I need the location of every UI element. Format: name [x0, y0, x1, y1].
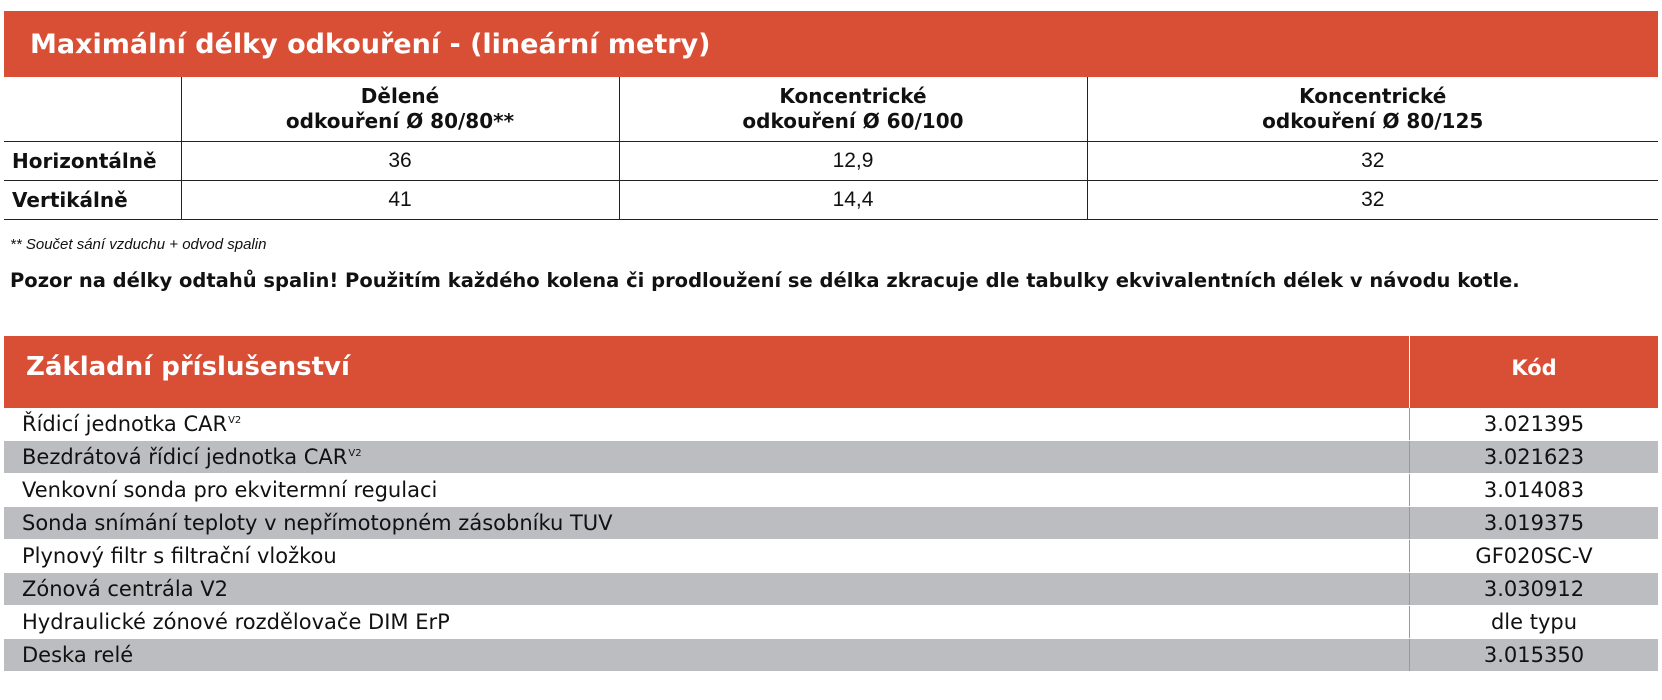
table-row: [4, 474, 1658, 507]
flue-table-title-text: Maximální délky odkouření - (lineární metry): [30, 28, 711, 60]
table-cell: 12,9: [619, 142, 1087, 181]
flue-table-header-row: [4, 77, 1658, 142]
accessory-name: Sonda snímání teploty v nepřímotopném zásobníku TUV: [4, 507, 1410, 539]
row-label: Vertikálně: [4, 181, 181, 220]
flue-table-corner-cell: [4, 77, 181, 142]
accessory-code: 3.014083: [1483, 478, 1585, 502]
warning-text: Pozor na délky odtahů spalin! Použitím každého kolena či prodloužení se délka zkracuje dle tabulky ekvivalentních délek v návodu kotle.: [10, 269, 1520, 292]
table-row: [4, 606, 1658, 639]
table-row: [4, 639, 1658, 672]
table-row-horizontal: [4, 142, 1658, 181]
table-row: [4, 507, 1658, 540]
table-row: [4, 408, 1658, 441]
accessory-code: GF020SC-V: [1475, 544, 1593, 568]
flue-length-table: [4, 77, 1658, 220]
table-row-vertical: [4, 181, 1658, 220]
accessory-name: Řídicí jednotka CAR $^{V2}$: [4, 408, 1410, 440]
accessories-header-row: [4, 336, 1658, 408]
accessory-code: dle typu: [1490, 610, 1578, 634]
accessory-name: Hydraulické zónové rozdělovače DIM ErP: [4, 606, 1410, 638]
accessory-code: 3.021623: [1483, 445, 1585, 469]
accessory-name: Plynový filtr s filtrační vložkou: [4, 540, 1410, 572]
table-cell: 14,4: [619, 181, 1087, 220]
accessory-code: 3.030912: [1483, 577, 1585, 601]
table-cell: 32: [1087, 142, 1658, 181]
footnote: ** Součet sání vzduchu + odvod spalin: [10, 236, 267, 253]
table-row: [4, 441, 1658, 474]
row-label: Horizontálně: [4, 142, 181, 181]
accessories-title: Základní příslušenství: [4, 336, 1410, 408]
table-row: [4, 573, 1658, 606]
table-cell: 32: [1087, 181, 1658, 220]
code-column-header: Kód: [1410, 336, 1658, 408]
accessories-table: [4, 336, 1658, 672]
accessory-code: 3.015350: [1483, 643, 1585, 667]
table-cell: 41: [181, 181, 619, 220]
column-header-separated: Dělené odkouření Ø 80/80**: [181, 77, 619, 142]
accessory-name: Bezdrátová řídicí jednotka CAR $^{V2}$: [4, 441, 1410, 473]
table-row: [4, 540, 1658, 573]
flue-table-title: [4, 11, 1658, 77]
accessory-name: Zónová centrála V2: [4, 573, 1410, 605]
column-header-concentric-80-125: Koncentrické odkouření Ø 80/125: [1087, 77, 1658, 142]
table-cell: 36: [181, 142, 619, 181]
column-header-concentric-60-100: Koncentrické odkouření Ø 60/100: [619, 77, 1087, 142]
accessory-code: 3.019375: [1483, 511, 1585, 535]
accessory-name: Venkovní sonda pro ekvitermní regulaci: [4, 474, 1410, 506]
accessory-name: Deska relé: [4, 639, 1410, 671]
accessory-code: 3.021395: [1483, 412, 1585, 436]
